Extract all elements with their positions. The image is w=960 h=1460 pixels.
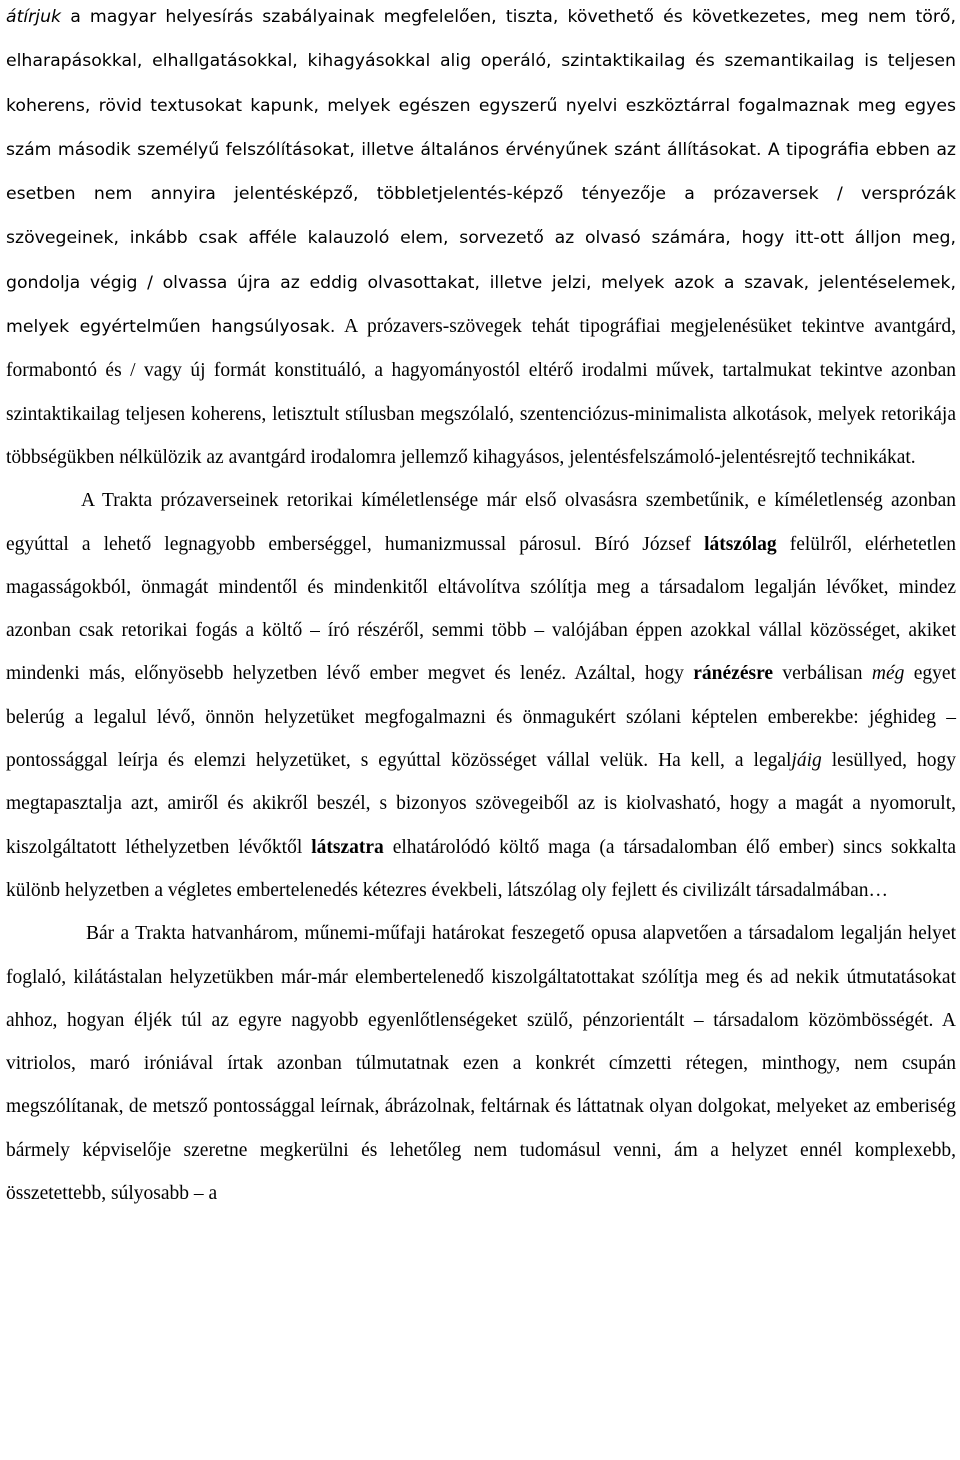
paragraph-trakta-audience bbox=[6, 912, 956, 1215]
italic-emphasis: még bbox=[871, 663, 905, 685]
italic-emphasis: jáig bbox=[791, 750, 822, 772]
paragraph-text: egyet belerúg a legalul lévő, önnön helyzetüket megfogalmazni és önmagukért szólani képtelen emberekbe: jéghideg – pontossággal leírja és elemzi helyzetüket, s egyúttal közösséget vállal velük. Ha kell, a legal bbox=[6, 663, 956, 772]
paragraph-text: lesüllyed, hogy megtapasztalja azt, amiről és akikről beszél, s bizonyos szövegeiből az is kiolvasható, hogy a magát a nyomorult, kiszolgáltatott léthelyzetben lévőktől bbox=[6, 750, 956, 858]
italic-term: átírjuk bbox=[6, 7, 62, 27]
bold-emphasis: látszatra bbox=[311, 836, 384, 858]
paragraph-trakta-rhetoric bbox=[6, 479, 956, 912]
paragraph-text: elhatárolódó költő maga (a társadalomban élő ember) sincs sokkalta különb helyzetben a végletes embertelenedés kétezres évekbeli, látszólag oly fejlett és civilizált társadalmában… bbox=[6, 836, 956, 901]
document-page bbox=[6, 0, 956, 1215]
paragraph-text: Bár a Trakta hatvanhárom, műnemi-műfaji határokat feszegető opusa alapvetően a társadalom legalján helyet foglaló, kilátástalan helyzetükben már-már elembertelenedő kiszolgáltatottakat szólítja meg és ad nekik útmutatásokat ahhoz, hogyan éljék túl az egyre nagyobb egyenlőtlenségeket szülő, pénzorientált – társadalom közömbösségét. A vitriolos, maró iróniával írtak azonban túlmutatnak ezen a konkrét címzetti rétegen, minthogy, nem csupán megszólítanak, de metsző pontossággal leírnak, ábrázolnak, feltárnak és láttatnak olyan dolgokat, melyeket az emberiség bármely képviselője szeretne megkerülni és lehetőleg nem tudomásul venni, ám a helyzet ennél komplexebb, összetettebb, súlyosabb – a bbox=[6, 923, 956, 1205]
paragraph-text: A prózavers-szövegek tehát tipográfiai megjelenésüket tekintve avantgárd, formabontó és / vagy új formát konstituáló, a hagyományostól eltérő irodalmi művek, tartalmukat tekintve azonban szintaktikailag teljesen koherens, letisztult stílusban megszólaló, szentenciózus-minimalista alkotások, melyek retorikája többségükben nélkülözik az avantgárd irodalomra jellemző kihagyásos, jelentésfelszámoló-jelentésrejtő technikákat. bbox=[6, 316, 956, 468]
paragraph-text: A Trakta prózaverseinek retorikai kíméletlensége már első olvasásra szembetűnik, e kíméletlenség azonban egyúttal a lehető legnagyobb emberséggel, humanizmussal párosul. Bíró József bbox=[6, 490, 956, 555]
paragraph-text: verbálisan bbox=[773, 663, 872, 685]
paragraph-text: felülről, elérhetetlen magasságokból, önmagát mindentől és mindenkitől eltávolítva szólítja meg a társadalom legalján lévőket, mindez azonban csak retorikai fogás a költő – író részéről, semmi több – valójában éppen azokkal vállal közösséget, akiket mindenki más, előnyösebb helyzetben lévő ember megvet és lenéz. Azáltal, hogy bbox=[6, 533, 956, 685]
paragraph-typography bbox=[6, 0, 956, 479]
paragraph-text: a magyar helyesírás szabályainak megfelelően, tiszta, követhető és következetes, meg nem törő, elharapásokkal, elhallgatásokkal, kihagyásokkal alig operáló, szintaktikailag és szemantikailag is teljesen koherens, rövid textusokat kapunk, melyek egészen egyszerű nyelvi eszköztárral fogalmaznak meg egyes szám második személyű felszólításokat, illetve általános érvényűnek szánt állításokat. bbox=[6, 7, 956, 160]
paragraph-text: A tipográfia ebben az esetben nem annyira jelentésképző, többletjelentés-képző tényezője a prózaversek / versprózák szövegeinek, inkább csak afféle kalauzoló elem, sorvezető az olvasó számára, hogy itt-ott álljon meg, gondolja végig / olvassa újra az eddig olvasottakat, illetve jelzi, melyek azok a szavak, jelentéselemek, melyek egyértelműen hangsúlyosak. bbox=[6, 139, 956, 338]
bold-emphasis: látszólag bbox=[704, 533, 777, 555]
bold-emphasis: ránézésre bbox=[693, 663, 774, 685]
